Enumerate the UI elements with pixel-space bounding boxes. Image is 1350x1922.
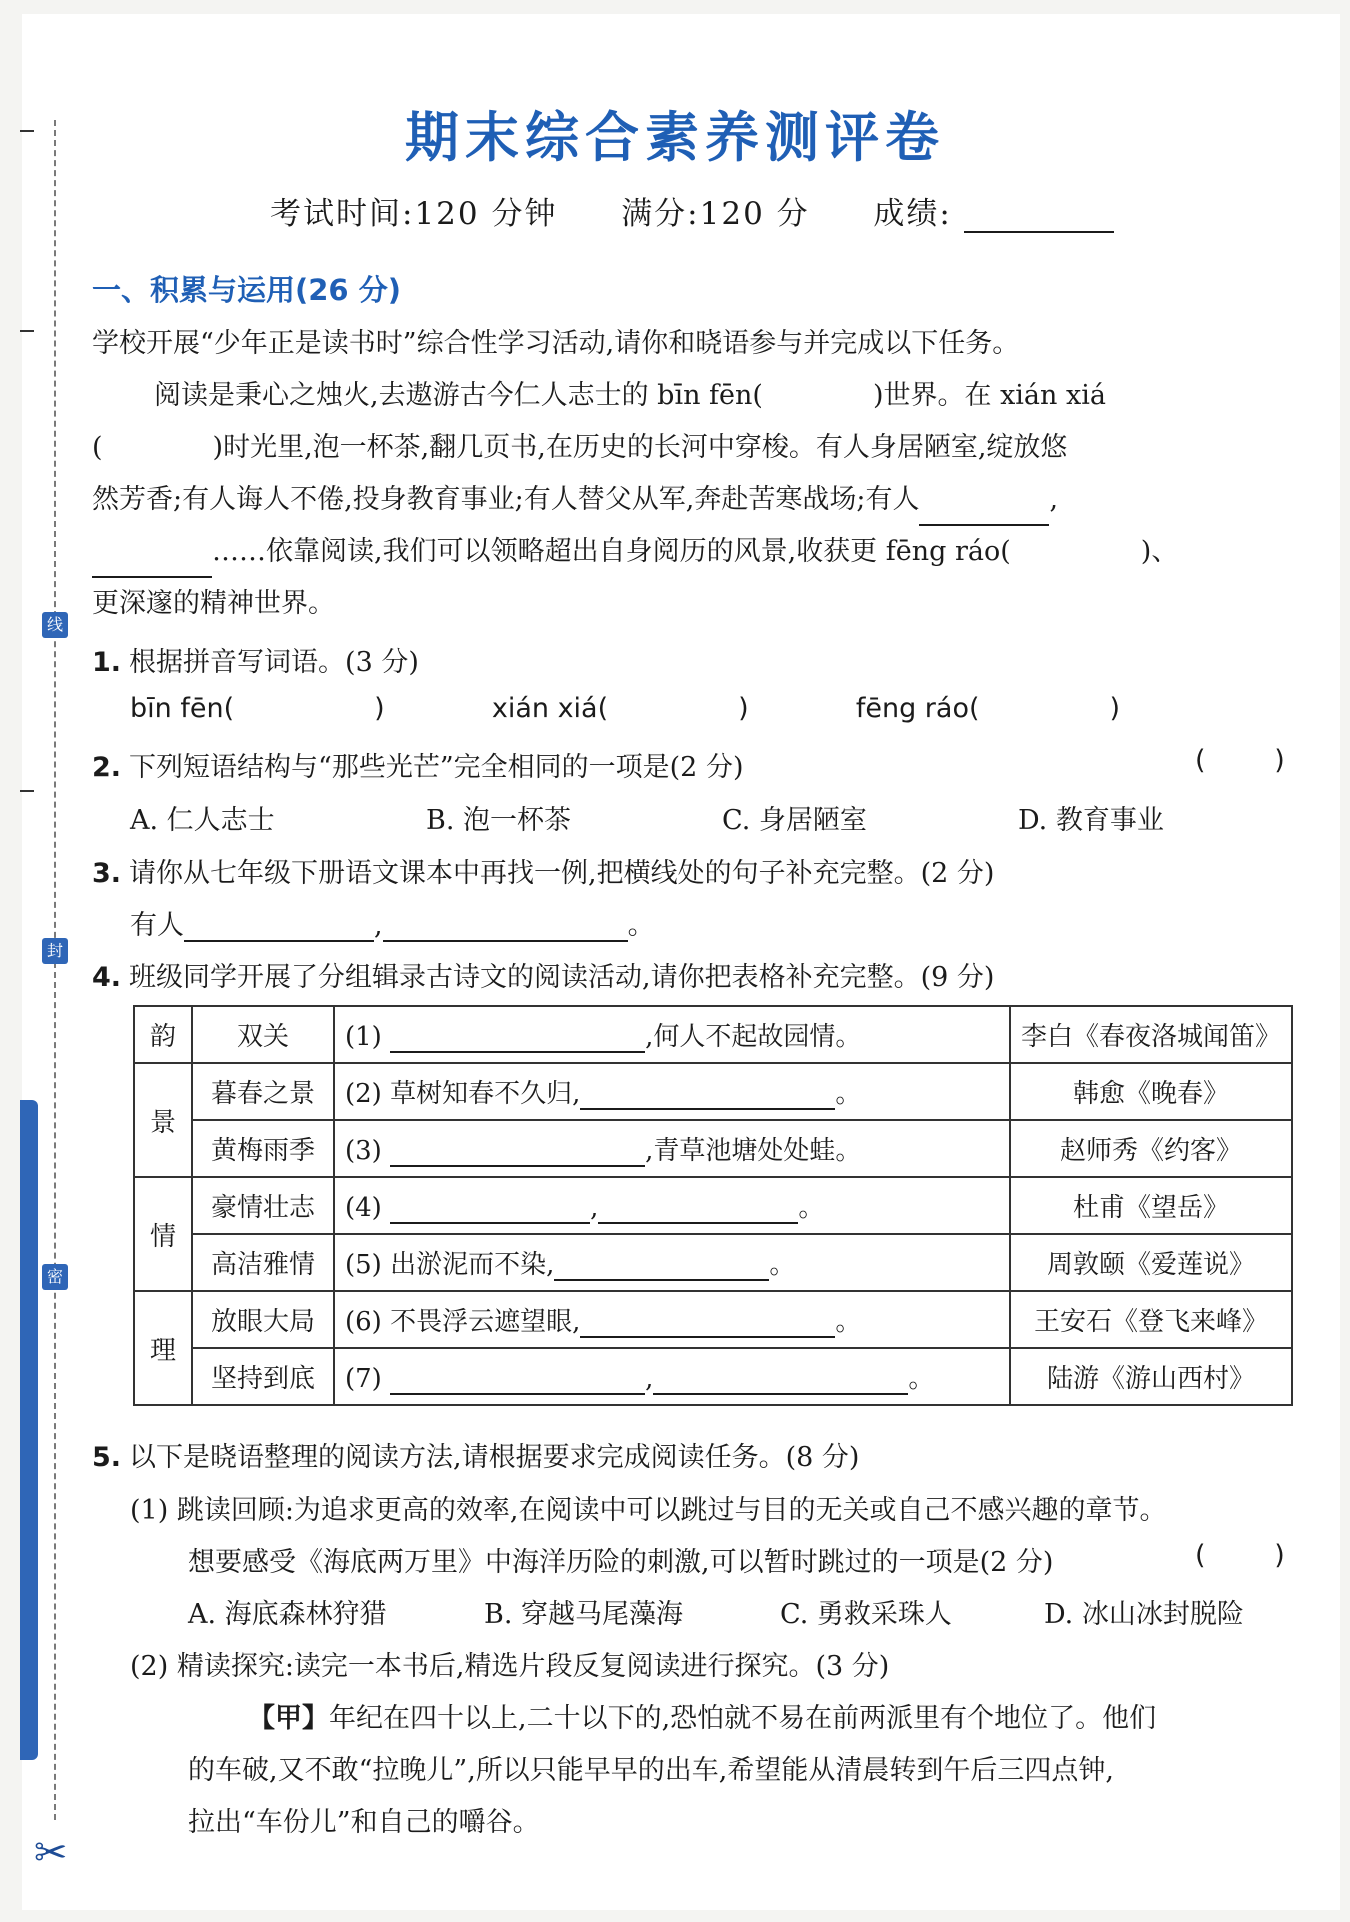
pinyin-row: bīn fēn( ) xián xiá( ) fēng ráo( ) — [130, 693, 1121, 724]
excerpt-jia-line: 【甲】年纪在四十以上,二十以下的,恐怕就不易在前两派里有个地位了。他们 — [248, 1703, 1157, 1734]
answer-blank[interactable] — [390, 1196, 590, 1224]
source-cell: 赵师秀《约客》 — [1010, 1120, 1292, 1177]
answer-blank[interactable] — [92, 548, 212, 578]
binding-tick — [20, 790, 34, 792]
binding-mark-seal: 封 — [42, 938, 68, 964]
answer-blank[interactable] — [919, 496, 1049, 526]
exam-full-score: 满分:120 分 — [621, 196, 810, 232]
scissors-icon: ✂ — [34, 1830, 68, 1876]
answer-bracket[interactable]: ( ) — [1195, 745, 1285, 776]
option-d[interactable]: D. 教育事业 — [1018, 805, 1164, 836]
verse-cell: (7) , 。 — [334, 1348, 1010, 1405]
table-row — [134, 1120, 1292, 1177]
q3-fill: 有人 , 。 — [130, 910, 655, 941]
answer-blank[interactable] — [554, 1253, 769, 1281]
option-a[interactable]: A. 仁人志士 — [130, 805, 275, 836]
result-blank[interactable] — [964, 203, 1114, 233]
option-a[interactable]: A. 海底森林狩猎 — [188, 1599, 387, 1630]
theme-cell: 双关 — [192, 1006, 334, 1063]
theme-cell: 放眼大局 — [192, 1291, 334, 1348]
binding-tick — [20, 330, 34, 332]
source-cell: 韩愈《晚春》 — [1010, 1063, 1292, 1120]
passage-line: ( )时光里,泡一杯茶,翻几页书,在历史的长河中穿梭。有人身居陋室,绽放悠 — [92, 422, 1292, 474]
answer-bracket[interactable]: ( ) — [1195, 1540, 1285, 1571]
category-cell: 理 — [134, 1291, 192, 1405]
theme-cell: 暮春之景 — [192, 1063, 334, 1120]
question-3: 3. 请你从七年级下册语文课本中再找一例,把横线处的句子补充完整。(2 分) — [92, 858, 995, 889]
question-2: 2. 下列短语结构与“那些光芒”完全相同的一项是(2 分) — [92, 752, 744, 783]
verse-cell: (4) , 。 — [334, 1177, 1010, 1234]
theme-cell: 坚持到底 — [192, 1348, 334, 1405]
verse-cell: (1) ,何人不起故园情。 — [334, 1006, 1010, 1063]
theme-cell: 高洁雅情 — [192, 1234, 334, 1291]
source-cell: 周敦颐《爱莲说》 — [1010, 1234, 1292, 1291]
verse-cell: (6) 不畏浮云遮望眼, 。 — [334, 1291, 1010, 1348]
passage-line: 然芳香;有人诲人不倦,投身教育事业;有人替父从军,奔赴苦寒战场;有人 , — [92, 474, 1292, 526]
source-cell: 陆游《游山西村》 — [1010, 1348, 1292, 1405]
binding-dashed-line — [54, 120, 56, 1820]
binding-color-tab — [20, 1100, 38, 1760]
q5-sub1-line1: (1) 跳读回顾:为追求更高的效率,在阅读中可以跳过与目的无关或自己不感兴趣的章节。 — [130, 1495, 1167, 1526]
answer-blank[interactable] — [390, 1139, 645, 1167]
option-b[interactable]: B. 泡一杯茶 — [426, 805, 572, 836]
answer-blank[interactable] — [598, 1196, 798, 1224]
table-row — [134, 1234, 1292, 1291]
passage-line: 更深邃的精神世界。 — [92, 588, 335, 619]
source-cell: 杜甫《望岳》 — [1010, 1177, 1292, 1234]
question-5: 5. 以下是晓语整理的阅读方法,请根据要求完成阅读任务。(8 分) — [92, 1442, 860, 1473]
q2-options — [130, 798, 1164, 837]
exam-result-label: 成绩: — [873, 196, 952, 232]
answer-blank[interactable] — [653, 1367, 908, 1395]
option-c[interactable]: C. 身居陋室 — [722, 805, 867, 836]
source-cell: 王安石《登飞来峰》 — [1010, 1291, 1292, 1348]
passage-line: ……依靠阅读,我们可以领略超出自身阅历的风景,收获更 fēng ráo( )、 — [92, 526, 1292, 578]
category-cell: 情 — [134, 1177, 192, 1291]
section-heading: 一、积累与运用(26 分) — [92, 273, 401, 307]
question-4: 4. 班级同学开展了分组辑录古诗文的阅读活动,请你把表格补充完整。(9 分) — [92, 962, 995, 993]
category-cell: 景 — [134, 1063, 192, 1177]
q5-sub1-line2: 想要感受《海底两万里》中海洋历险的刺激,可以暂时跳过的一项是(2 分) — [188, 1547, 1054, 1578]
excerpt-label: 【甲】 — [248, 1703, 329, 1734]
source-cell: 李白《春夜洛城闻笛》 — [1010, 1006, 1292, 1063]
theme-cell: 黄梅雨季 — [192, 1120, 334, 1177]
table-row — [134, 1063, 1292, 1120]
option-d[interactable]: D. 冰山冰封脱险 — [1044, 1599, 1244, 1630]
passage-line: 阅读是秉心之烛火,去遨游古今仁人志士的 bīn fēn( )世界。在 xián xiá — [92, 370, 1294, 422]
poem-table — [133, 1005, 1293, 1406]
answer-blank[interactable] — [1011, 550, 1141, 578]
question-1: 1. 根据拼音写词语。(3 分) — [92, 647, 419, 678]
exam-meta — [270, 188, 1114, 233]
q5-sub1-options — [188, 1592, 1244, 1631]
table-row — [134, 1348, 1292, 1405]
table-row — [134, 1177, 1292, 1234]
answer-blank[interactable] — [580, 1082, 835, 1110]
theme-cell: 豪情壮志 — [192, 1177, 334, 1234]
answer-blank[interactable] — [580, 1310, 835, 1338]
answer-blank[interactable] — [390, 1367, 645, 1395]
excerpt-line: 拉出“车份儿”和自己的嚼谷。 — [188, 1807, 540, 1838]
answer-blank[interactable] — [184, 912, 374, 942]
excerpt-line: 的车破,又不敢“拉晚儿”,所以只能早早的出车,希望能从清晨转到午后三四点钟, — [188, 1755, 1114, 1786]
table-row — [134, 1291, 1292, 1348]
answer-blank[interactable] — [103, 446, 213, 474]
table-row — [134, 1006, 1292, 1063]
binding-mark-line: 线 — [42, 612, 68, 638]
verse-cell: (5) 出淤泥而不染, 。 — [334, 1234, 1010, 1291]
verse-cell: (2) 草树知春不久归, 。 — [334, 1063, 1010, 1120]
binding-mark-secret: 密 — [42, 1264, 68, 1290]
answer-blank[interactable] — [763, 394, 873, 422]
answer-blank[interactable] — [383, 912, 628, 942]
answer-blank[interactable] — [390, 1025, 645, 1053]
exam-time: 考试时间:120 分钟 — [270, 196, 558, 232]
option-b[interactable]: B. 穿越马尾藻海 — [484, 1599, 684, 1630]
category-cell: 韵 — [134, 1006, 192, 1063]
q5-sub2-line1: (2) 精读探究:读完一本书后,精选片段反复阅读进行探究。(3 分) — [130, 1651, 890, 1682]
verse-cell: (3) ,青草池塘处处蛙。 — [334, 1120, 1010, 1177]
page-title: 期末综合素养测评卷 — [405, 105, 945, 169]
option-c[interactable]: C. 勇救采珠人 — [780, 1599, 952, 1630]
section-intro: 学校开展“少年正是读书时”综合性学习活动,请你和晓语参与并完成以下任务。 — [92, 328, 1020, 359]
